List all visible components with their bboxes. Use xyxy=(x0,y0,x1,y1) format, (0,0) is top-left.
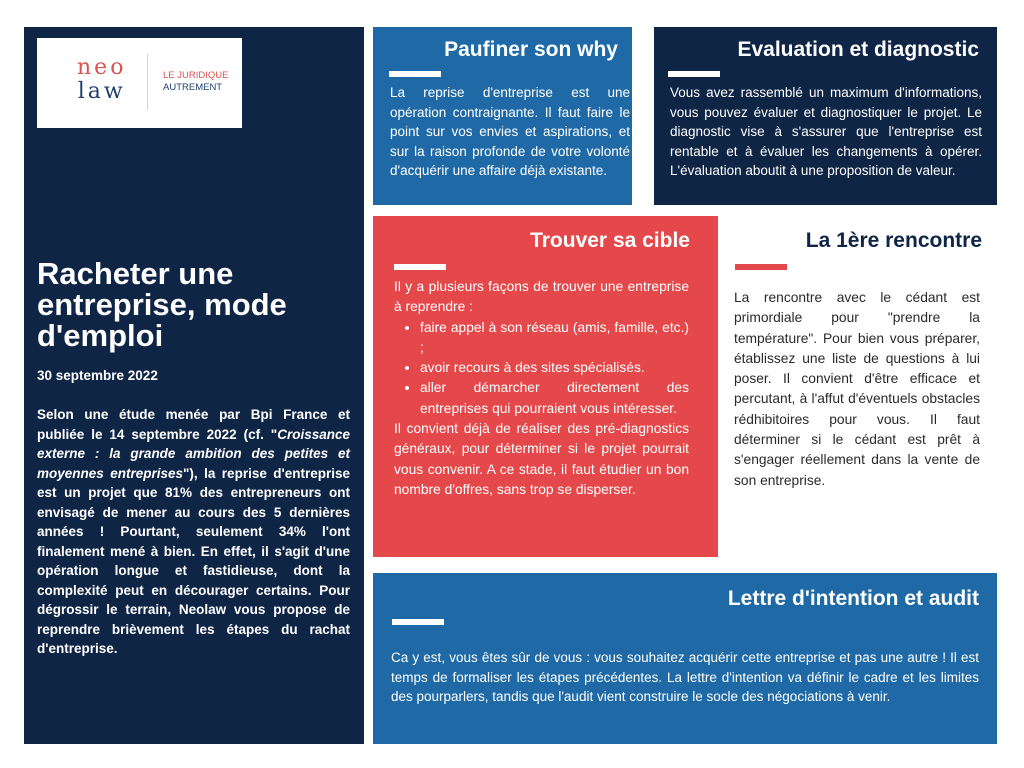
section-eval-underline xyxy=(668,71,720,77)
intro-text: Selon une étude menée par Bpi France et publiée le 14 septembre 2022 (cf. "Croissance externe : la grande ambition des petites et moyennes entreprises"), la reprise d'entreprise est un projet que 81% des entrepreneurs ont envisagé de mener au cours des 5 dernières années ! Pourtant, seulement 34% l'ont finalement mené à bien. En effet, il s'agit d'une opération longue et fastidieuse, dont la complexité peut en décourager certains. Pour dégrossir le terrain, Neolaw vous propose de reprendre brièvement les étapes du rachat d'entreprise. xyxy=(37,407,351,656)
section-why-title: Paufiner son why xyxy=(444,38,618,61)
section-why xyxy=(373,27,632,205)
logo-tagline: LE JURIDIQUE AUTREMENT xyxy=(163,70,229,93)
section-rencontre-title: La 1ère rencontre xyxy=(805,229,982,252)
list-item: • faire appel à son réseau (amis, famille, etc.) ; xyxy=(420,318,689,359)
section-rencontre-underline xyxy=(735,264,787,270)
section-eval-title: Evaluation et diagnostic xyxy=(737,38,979,61)
logo-divider xyxy=(147,54,148,110)
section-cible-body xyxy=(394,277,689,500)
section-lettre-body: Ca y est, vous êtes sûr de vous : vous souhaitez acquérir cette entreprise et pas une autre ! Il est temps de formaliser les étapes précédentes. La lettre d'intention va définir le cadre et les limites des pourparlers, tandis que l'audit vient construire le socle des négociations à venir. xyxy=(391,650,979,704)
section-why-underline xyxy=(389,71,441,77)
section-why-body: La reprise d'entreprise est une opération contraignante. Il faut faire le point sur vos envies et aspirations, et sur la raison profonde de votre volonté d'acquérir une affaire déjà existante. xyxy=(390,85,630,178)
publication-date: 30 septembre 2022 xyxy=(37,368,158,383)
section-cible-outro: Il convient déjà de réaliser des pré-diagnostics généraux, pour déterminer si le projet pourrait vous convenir. A ce stade, il faut étudier un bon nombre d'offres, sans trop se disperser. xyxy=(394,421,689,497)
section-cible-intro: Il y a plusieurs façons de trouver une entreprise à reprendre : xyxy=(394,279,689,315)
section-cible-title: Trouver sa cible xyxy=(530,229,690,252)
cible-list xyxy=(394,318,689,419)
list-item: • aller démarcher directement des entreprises qui pourraient vous intéresser. xyxy=(420,378,689,419)
section-eval-body: Vous avez rassemblé un maximum d'informations, vous pouvez évaluer et diagnostiquer le projet. Le diagnostic vise à s'assurer que l'entreprise est rentable et à évaluer les changements à opérer. L'évaluation aboutit à une proposition de valeur. xyxy=(670,85,982,178)
section-rencontre xyxy=(718,216,986,557)
section-cible xyxy=(373,216,718,557)
section-lettre-title: Lettre d'intention et audit xyxy=(727,587,979,610)
section-cible-underline xyxy=(394,264,446,270)
section-lettre xyxy=(373,573,997,744)
section-rencontre-body: La rencontre avec le cédant est primordiale pour "prendre la température". Pour bien vous préparer, établissez une liste de questions à lui poser. Il convient d'être efficace et percutant, à l'affut d'éventuels obstacles rédhibitoires pour vous. Il faut déterminer si le cédant est prêt à s'engager réellement dans la vente de son entreprise. xyxy=(734,290,980,488)
intro-panel xyxy=(24,27,364,744)
list-item: • avoir recours à des sites spécialisés. xyxy=(420,358,689,378)
page-title: Racheter une entreprise, mode d'emploi xyxy=(37,256,287,353)
neolaw-logo xyxy=(37,38,242,128)
section-lettre-underline xyxy=(392,619,444,625)
logo-wordmark: neo law xyxy=(77,55,127,104)
section-eval xyxy=(654,27,997,205)
